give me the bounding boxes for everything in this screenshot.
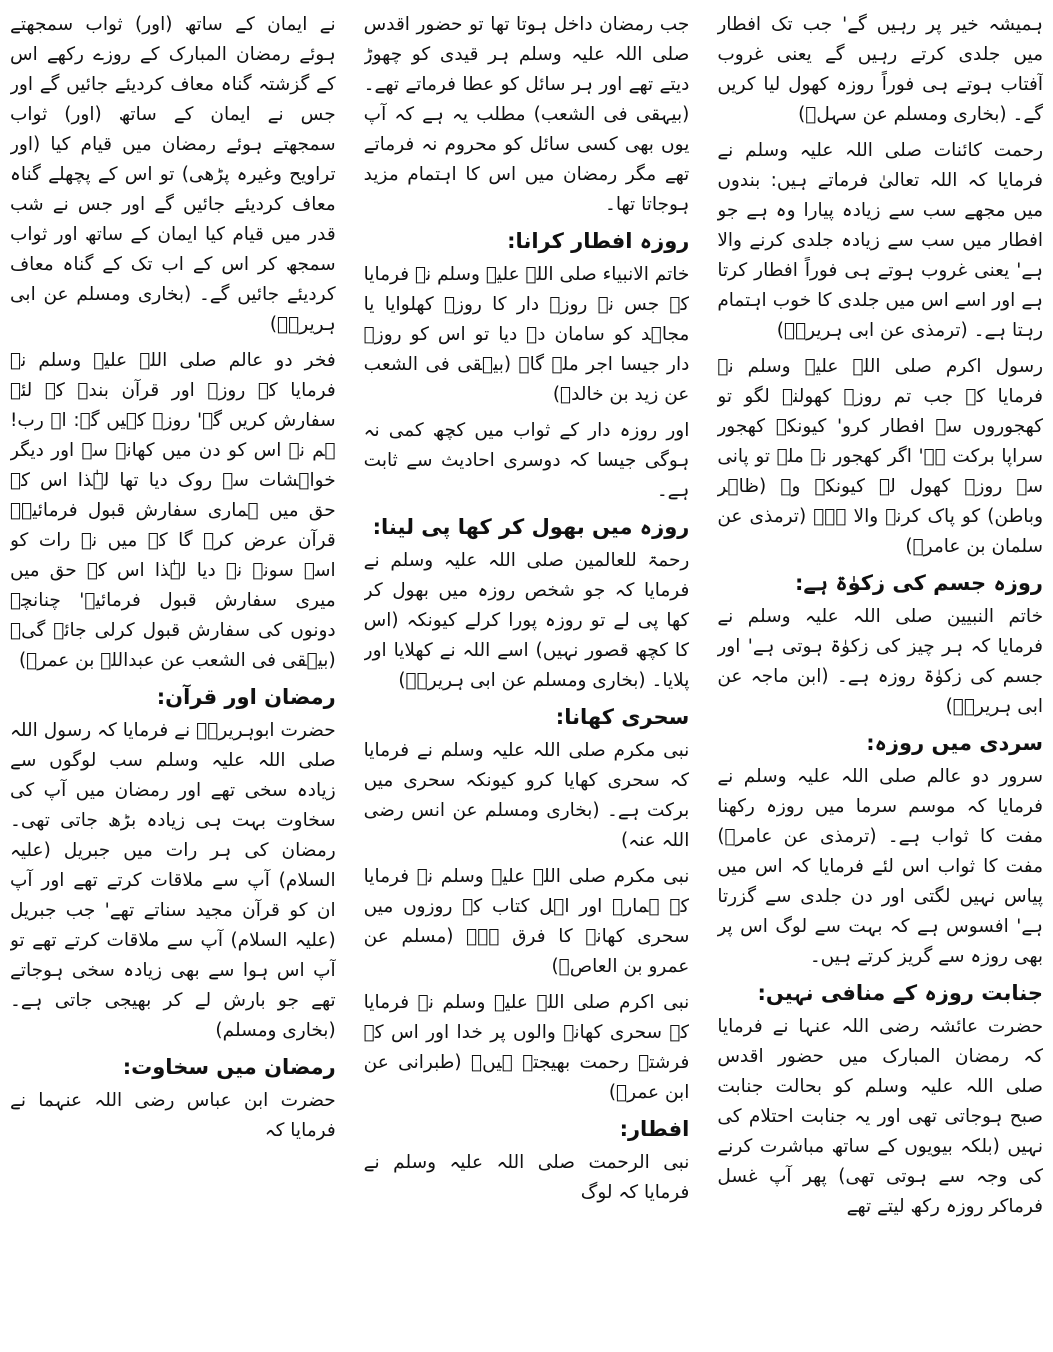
paragraph: رحمۃ للعالمین صلی اللہ علیہ وسلم نے فرمایا کہ جو شخص روزہ میں بھول کر کھا پی لے تو روزہ پورا کرلے کیونکہ (اس کا کچھ قصور نہیں) اسے اللہ نے کھلایا اور پلایا۔ (بخاری ومسلم عن ابی ہریرہؓ) [363, 550, 690, 691]
paragraph: نبی اکرم صلی اللہ علیہ وسلم نے فرمایا کہ سحری کھانے والوں پر خدا اور اس کے فرشتے رحمت بھیجتے ہیں۔ (طبرانی عن ابن عمرؓ) [363, 992, 690, 1103]
section-heading: روزہ جسم کی زکوٰۃ ہے: [795, 571, 1044, 595]
paragraph: اور روزہ دار کے ثواب میں کچھ کمی نہ ہوگی جیسا کہ دوسری احادیث سے ثابت ہے۔ [363, 420, 690, 501]
paragraph: خاتم النبیین صلی اللہ علیہ وسلم نے فرمایا کہ ہر چیز کی زکوٰۃ ہوتی ہے' اور جسم کی زکوٰۃ روزہ ہے۔ (ابن ماجہ عن ابی ہریرہؓ) [717, 606, 1044, 717]
paragraph: حضرت عائشہ رضی اللہ عنہا نے فرمایا کہ رمضان المبارک میں حضور اقدس صلی اللہ علیہ وسلم کو بحالت جنابت صبح ہوجاتی تھی اور یہ جنابت احتلام کی نہیں (بلکہ بیویوں کے ساتھ مباشرت کرنے کی وجہ سے ہوتی تھی) پھر آپ غسل فرماکر روزہ رکھ لیتے تھے [717, 1016, 1044, 1217]
section-heading: جنابت روزہ کے منافی نہیں: [757, 981, 1044, 1005]
paragraph: نبی الرحمت صلی اللہ علیہ وسلم نے فرمایا کہ لوگ [363, 1152, 690, 1203]
column-middle [364, 10, 690, 1342]
document-page [10, 10, 1043, 1342]
section-heading: سحری کھانا: [555, 705, 690, 729]
column-right [10, 10, 336, 1342]
section-heading: سردی میں روزہ: [866, 731, 1044, 755]
paragraph: جب رمضان داخل ہوتا تھا تو حضور اقدس صلی اللہ علیہ وسلم ہر قیدی کو چھوڑ دیتے تھے اور ہر سائل کو عطا فرماتے تھے۔ (بیہقی فی الشعب) مطلب یہ ہے کہ آپ یوں بھی کسی سائل کو محروم نہ فرماتے تھے مگر رمضان میں اس کا اہتمام مزید ہوجاتا تھا۔ [363, 14, 690, 215]
paragraph: ہمیشہ خیر پر رہیں گے' جب تک افطار میں جلدی کرتے رہیں گے یعنی غروب آفتاب ہوتے ہی فوراً روزہ کھول لیا کریں گے۔ (بخاری ومسلم عن سہلؓ) [717, 14, 1044, 125]
section-heading: رمضان اور قرآن: [156, 685, 336, 709]
paragraph: حضرت ابوہریرہؓ نے فرمایا کہ رسول اللہ صلی اللہ علیہ وسلم سب لوگوں سے زیادہ سخی تھے اور رمضان میں آپ کی سخاوت بہت ہی زیادہ بڑھ جاتی تھی۔ رمضان کی ہر رات میں جبریل (علیہ السلام) آپ سے ملاقات کرتے تھے اور آپ ان کو قرآن مجید سناتے تھے' جب جبریل (علیہ السلام) آپ سے ملاقات کرتے تھے تو آپ اس ہوا سے بھی زیادہ سخی ہوجاتے تھے جو بارش لے کر بھیجی جاتی ہے۔ (بخاری ومسلم) [10, 720, 336, 1041]
paragraph: نبی مکرم صلی اللہ علیہ وسلم نے فرمایا کہ سحری کھایا کرو کیونکہ سحری میں برکت ہے۔ (بخاری ومسلم عن انس رضی اللہ عنہ) [363, 740, 690, 851]
section-heading: افطار: [619, 1117, 690, 1141]
column-left [717, 10, 1043, 1342]
section-heading: روزہ میں بھول کر کھا پی لینا: [372, 515, 690, 539]
section-heading: روزہ افطار کرانا: [507, 229, 690, 253]
section-heading: رمضان میں سخاوت: [122, 1055, 336, 1079]
paragraph: سرور دو عالم صلی اللہ علیہ وسلم نے فرمایا کہ موسم سرما میں روزہ رکھنا مفت کا ثواب ہے۔ (ترمذی عن عامرؓ) مفت کا ثواب اس لئے فرمایا کہ اس میں پیاس نہیں لگتی اور دن جلدی سے گزرتا ہے' افسوس ہے کہ بہت سے لوگ اس پر بھی روزہ سے گریز کرتے ہیں۔ [717, 766, 1044, 967]
paragraph: رحمت کائنات صلی اللہ علیہ وسلم نے فرمایا کہ اللہ تعالیٰ فرماتے ہیں: بندوں میں مجھے سب سے زیادہ پیارا وہ ہے جو افطار میں سب سے زیادہ جلدی کرنے والا ہے' یعنی غروب ہوتے ہی فوراً افطار کرتا ہے اور اسے اس میں جلدی کا خوب اہتمام رہتا ہے۔ (ترمذی عن ابی ہریرہؓ) [717, 140, 1044, 341]
paragraph: فخر دو عالم صلی اللہ علیہ وسلم نے فرمایا کہ روزہ اور قرآن بندہ کے لئے سفارش کریں گے' روزے کہیں گے: اے رب! ہم نے اس کو دن میں کھانے سے اور دیگر خواہشات سے روک دیا تھا لہٰذا اس کے حق میں ہماری سفارش قبول فرمائیے۔ قرآن عرض کرے گا کہ میں نے رات کو اسے سونے نہ دیا لہٰذا اس کے حق میں میری سفارش قبول فرمائیے' چنانچہ دونوں کی سفارش قبول کرلی جائے گی۔ (بیہقی فی الشعب عن عبداللہ بن عمرؓ) [10, 350, 336, 671]
paragraph: نبی مکرم صلی اللہ علیہ وسلم نے فرمایا کہ ہمارے اور اہل کتاب کے روزوں میں سحری کھانے کا فرق ہے۔ (مسلم عن عمرو بن العاصؓ) [363, 866, 690, 977]
paragraph: رسول اکرم صلی اللہ علیہ وسلم نے فرمایا کہ جب تم روزہ کھولنے لگو تو کھجوروں سے افطار کرو' کیونکہ کھجور سراپا برکت ہے' اگر کھجور نہ ملے تو پانی سے روزہ کھول لے کیونکہ وہ (ظاہر وباطن) کو پاک کرنے والا ہے۔ (ترمذی عن سلمان بن عامرؓ) [717, 356, 1044, 557]
paragraph: نے ایمان کے ساتھ (اور) ثواب سمجھتے ہوئے رمضان المبارک کے روزے رکھے اس کے گزشتہ گناہ معاف کردیئے جائیں گے اور جس نے ایمان کے ساتھ (اور) ثواب سمجھتے ہوئے رمضان میں قیام کیا (اور تراویح وغیرہ پڑھی) تو اس کے پچھلے گناہ معاف کردیئے جائیں گے اور جس نے شب قدر میں قیام کیا ایمان کے ساتھ اور ثواب سمجھ کر اس کے اب تک کے گناہ معاف کردیئے جائیں گے۔ (بخاری ومسلم عن ابی ہریرہؓ) [10, 14, 336, 335]
paragraph: حضرت ابن عباس رضی اللہ عنہما نے فرمایا کہ [10, 1090, 336, 1141]
paragraph: خاتم الانبیاء صلی اللہ علیہ وسلم نے فرمایا کہ جس نے روزہ دار کا روزہ کھلوایا یا مجاہد کو سامان دے دیا تو اس کو روزہ دار جیسا اجر ملے گا۔ (بیہقی فی الشعب عن زید بن خالدؓ) [363, 264, 690, 405]
